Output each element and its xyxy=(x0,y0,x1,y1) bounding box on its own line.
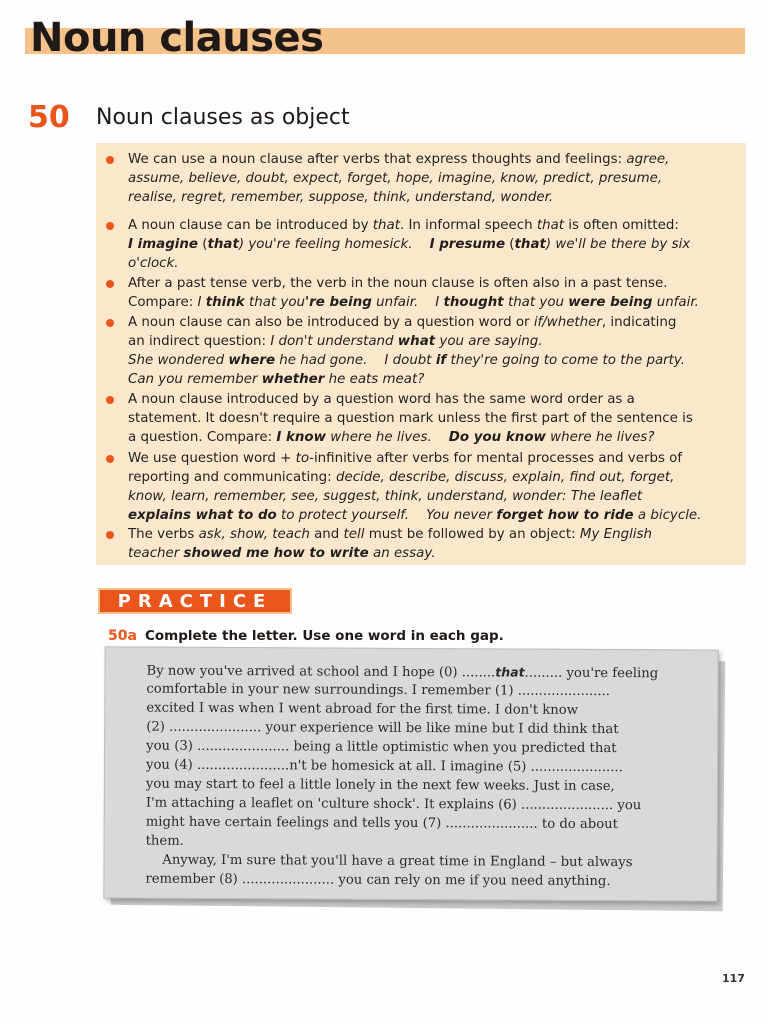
rule-text-segment: teacher xyxy=(128,546,184,561)
rule-text-segment: I xyxy=(435,295,444,310)
rule-text-segment: . In informal speech xyxy=(399,218,537,233)
rule-line xyxy=(128,506,718,525)
rule-text-segment: I don't understand xyxy=(270,334,398,349)
letter-line: remember (8) ...................... you can rely on me if you need anything. xyxy=(145,871,611,890)
rule-text xyxy=(128,274,718,312)
rule-text-segment: agree, xyxy=(626,152,670,167)
rule-text-segment: reporting and communicating: xyxy=(128,470,336,485)
rule-text-segment: statement. It doesn't require a question mark unless the first part of the sentence is xyxy=(128,411,693,426)
rule-text-segment: We use question word + xyxy=(128,451,296,466)
bullet-icon xyxy=(106,396,114,404)
grammar-rules-box xyxy=(96,143,746,565)
rule-text-segment: We can use a noun clause after verbs that express thoughts and feelings: xyxy=(128,152,627,167)
rule-line xyxy=(128,351,718,370)
rule-text-segment: if xyxy=(435,353,447,368)
rule-text-segment: She wondered xyxy=(128,353,229,368)
rule-text xyxy=(128,525,718,563)
rule-text-segment: ( xyxy=(505,237,515,252)
practice-banner xyxy=(98,588,292,614)
rule-line xyxy=(128,169,718,188)
letter-line: you (4) ......................n't be homesick at all. I imagine (5) ...................... xyxy=(146,757,623,776)
rule-text-segment: A noun clause introduced by a question word has the same word order as a xyxy=(128,392,635,407)
exercise-instruction: Complete the letter. Use one word in each gap. xyxy=(145,628,504,644)
rule-line xyxy=(128,390,718,409)
rule-text xyxy=(128,216,718,273)
rule-text-segment: must be followed by an object: xyxy=(364,527,580,542)
rule-line xyxy=(128,370,718,389)
unit-number: 50 xyxy=(28,100,70,135)
rule-text-segment: I xyxy=(197,295,206,310)
rule-text-segment: A noun clause can be introduced by xyxy=(128,218,373,233)
rule-text-segment: I imagine xyxy=(128,237,199,252)
rule-text-segment: ) you're feeling homesick. xyxy=(238,237,430,252)
rule-line xyxy=(128,525,718,544)
rule-line xyxy=(128,254,718,273)
letter-line: Anyway, I'm sure that you'll have a great time in England – but always xyxy=(145,852,633,871)
bullet-icon xyxy=(106,280,114,288)
rule-text-segment: -infinitive after verbs for mental processes and verbs of xyxy=(309,451,683,466)
rule-text-segment: if/whether xyxy=(533,315,602,330)
rule-text-segment: were being xyxy=(568,295,653,310)
unit-title: Noun clauses as object xyxy=(96,105,350,130)
rule-line xyxy=(128,293,718,312)
rule-line xyxy=(128,274,718,293)
rule-text-segment: an indirect question: xyxy=(128,334,271,349)
page-number: 117 xyxy=(722,972,745,985)
rule-line xyxy=(128,468,718,487)
chapter-title: Noun clauses xyxy=(30,15,324,61)
bullet-icon xyxy=(106,156,114,164)
letter-text: By now you've arrived at school and I hope (0) ........ xyxy=(146,663,496,681)
rule-text xyxy=(128,150,718,207)
rule-text-segment: and xyxy=(309,527,344,542)
rule-line xyxy=(128,150,718,169)
rule-text-segment: thought xyxy=(443,295,504,310)
rule-text-segment: o'clock. xyxy=(128,256,179,271)
letter-paper xyxy=(103,646,718,901)
letter-line: I'm attaching a leaflet on 'culture shock'. It explains (6) ...................... you xyxy=(145,795,642,814)
letter-line: you (3) ...................... being a little optimistic when you predicted that xyxy=(146,738,617,757)
rule-text-segment: I presume xyxy=(429,237,506,252)
rule-text-segment: whether xyxy=(261,372,325,387)
rule-text-segment: that xyxy=(536,218,565,233)
rule-text-segment: My English xyxy=(579,527,652,542)
rule-text-segment: After a past tense verb, the verb in the noun clause is often also in a past tense. xyxy=(128,276,668,291)
bullet-icon xyxy=(106,222,114,230)
rule-text-segment: he eats meat? xyxy=(324,372,425,387)
rule-text-segment: that xyxy=(514,237,546,252)
rule-text-segment: where he lives? xyxy=(545,430,655,445)
letter-line: comfortable in your new surroundings. I remember (1) ...................... xyxy=(146,681,611,700)
bullet-icon xyxy=(106,455,114,463)
rule-text-segment: to xyxy=(295,451,310,466)
rule-text-segment: assume, believe, doubt, expect, forget, hope, imagine, know, predict, presume, xyxy=(128,171,663,186)
rule-text-segment: Do you know xyxy=(448,430,546,445)
rule-text-segment: know, learn, remember, see, suggest, think, understand, wonder: The leaflet xyxy=(128,489,643,504)
letter-line: excited I was when I went abroad for the first time. I don't know xyxy=(146,700,579,718)
rule-line xyxy=(128,409,718,428)
rule-line xyxy=(128,235,718,254)
rule-text xyxy=(128,449,718,525)
rule-text-segment: explains what to do xyxy=(128,508,277,523)
rule-text xyxy=(128,313,718,389)
rule-text-segment: forget how to ride xyxy=(496,508,634,523)
rule-line xyxy=(128,188,718,207)
rule-text-segment: that xyxy=(372,218,400,233)
bullet-icon xyxy=(106,319,114,327)
letter-line: them. xyxy=(145,833,184,849)
rule-text-segment: decide, describe, discuss, explain, find out, forget, xyxy=(335,470,675,485)
rule-text-segment: to protect yourself. You never xyxy=(276,508,497,523)
rule-text-segment: I know xyxy=(276,430,326,445)
rule-text-segment: that you xyxy=(503,295,569,310)
rule-text-segment: Compare: xyxy=(128,295,198,310)
exercise-number: 50a xyxy=(108,628,137,644)
letter-text: ......... you're feeling xyxy=(524,665,659,682)
letter-line: you may start to feel a little lonely in the next few weeks. Just in case, xyxy=(145,776,615,795)
rule-text-segment: he had gone. I doubt xyxy=(275,353,436,368)
rule-text-segment: you are saying. xyxy=(435,334,543,349)
rule-line xyxy=(128,332,718,351)
rule-text-segment: ask, show, teach xyxy=(198,527,310,542)
rule-text-segment: , indicating xyxy=(601,315,677,330)
rule-text-segment: ( xyxy=(198,237,208,252)
rule-text-segment: where xyxy=(228,353,276,368)
rule-text-segment: A noun clause can also be introduced by a question word or xyxy=(128,315,534,330)
rule-text-segment: unfair. xyxy=(371,295,436,310)
rule-text-segment: where he lives. xyxy=(326,430,449,445)
rule-text-segment: showed me how to write xyxy=(183,546,369,561)
bullet-icon xyxy=(106,531,114,539)
rule-text-segment: ) we'll be there by six xyxy=(545,237,691,252)
rule-text-segment: a bicycle. xyxy=(633,508,702,523)
example-answer: that xyxy=(495,664,525,680)
rule-text-segment: is often omitted: xyxy=(564,218,679,233)
rule-text xyxy=(128,390,718,447)
rule-line xyxy=(128,313,718,332)
rule-line xyxy=(128,487,718,506)
letter-line: (2) ...................... your experience will be like mine but I did think that xyxy=(146,719,619,738)
rule-text-segment: an essay. xyxy=(368,546,436,561)
rule-line xyxy=(128,544,718,563)
rule-text-segment: tell xyxy=(343,527,365,542)
rule-text-segment: they're going to come to the party. xyxy=(446,353,686,368)
rule-text-segment: 're being xyxy=(305,295,372,310)
rule-text-segment: realise, regret, remember, suppose, think, understand, wonder. xyxy=(128,190,554,205)
practice-label: PRACTICE xyxy=(117,591,273,612)
rule-line xyxy=(128,216,718,235)
rule-text-segment: The verbs xyxy=(128,527,199,542)
rule-text-segment: that you xyxy=(244,295,306,310)
rule-text-segment: unfair. xyxy=(652,295,699,310)
rule-line xyxy=(128,449,718,468)
rule-text-segment: that xyxy=(207,237,239,252)
rule-text-segment: what xyxy=(397,334,436,349)
rule-text-segment: think xyxy=(205,295,245,310)
rule-text-segment: Can you remember xyxy=(128,372,262,387)
rule-text-segment: a question. Compare: xyxy=(128,430,277,445)
letter-line: might have certain feelings and tells you (7) ...................... to do about xyxy=(145,814,619,833)
rule-line xyxy=(128,428,718,447)
